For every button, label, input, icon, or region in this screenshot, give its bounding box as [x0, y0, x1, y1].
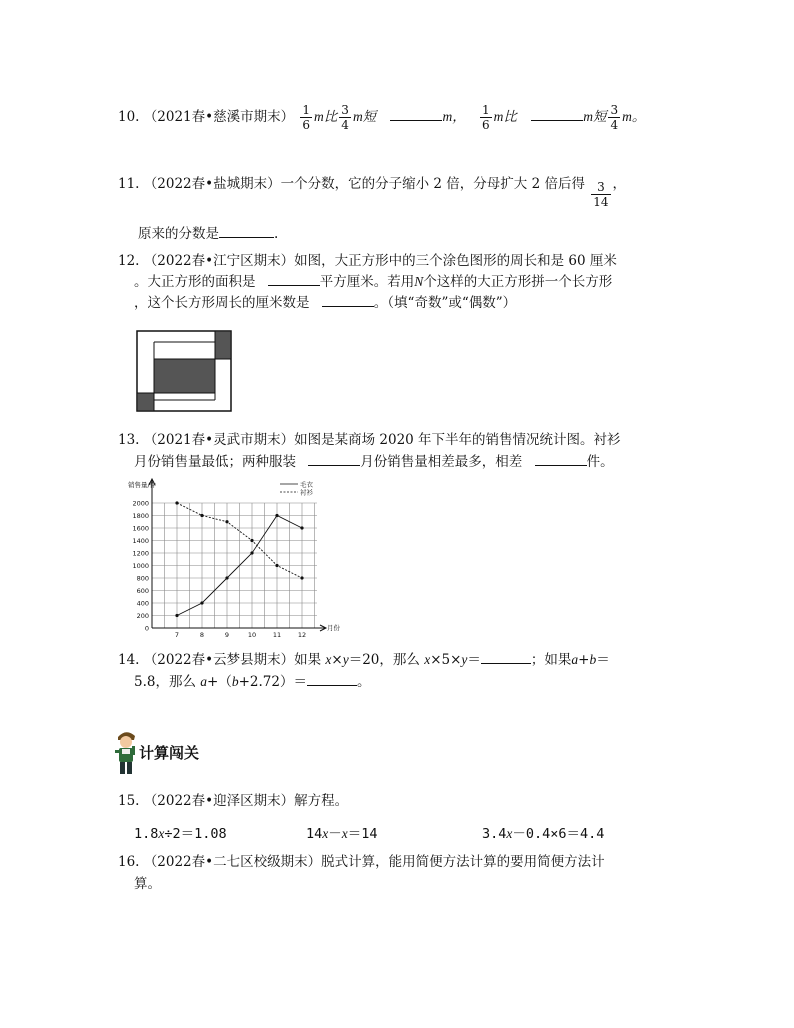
answer-blank[interactable] [535, 451, 587, 466]
legend-label-1: 毛衣 [300, 480, 313, 489]
series-1-point [225, 576, 228, 579]
fraction: $\frac{3}{4}$ [610, 103, 619, 132]
y-tick-label: 400 [136, 599, 149, 608]
shaded-top-right-strip [215, 331, 231, 359]
question-12: 12. （2022春•江宁区期末）如图，大正方形中的三个涂色图形的周长和是 60 厘米 [118, 253, 617, 269]
legend-label-2: 衬衫 [300, 488, 313, 497]
answer-blank[interactable] [307, 671, 357, 686]
question-number: 10. [118, 109, 140, 125]
question-12-line3: ，这个长方形周长的厘米数是 。（填“奇数”或“偶数”） [134, 292, 516, 314]
answer-blank[interactable] [531, 106, 583, 121]
y-tick-label: 1200 [132, 549, 149, 558]
x-tick-label: 9 [224, 631, 230, 638]
question-number: 16. [118, 854, 140, 870]
question-16: 16. （2022春•二七区校级期末）脱式计算，能用简便方法计算的要用简便方法计 [118, 854, 605, 870]
question-text: （2022春•盐城期末）一个分数，它的分子缩小 2 倍，分母扩大 2 倍后得 [143, 176, 585, 192]
series-2-point [200, 514, 203, 517]
question-number: 11. [118, 176, 140, 192]
question-11-line2: 原来的分数是 . [138, 223, 278, 245]
series-2-point [275, 564, 278, 567]
question-14-line2: 5.8，那么 a+（b+2.72）＝ 。 [134, 671, 370, 693]
x-tick-label: 12 [297, 631, 307, 638]
series-1-point [175, 614, 178, 617]
fraction: $\frac{3}{14}$ [593, 180, 609, 209]
series-2-point [175, 501, 178, 504]
y-tick-label: 1400 [132, 537, 149, 545]
question-15: 15. （2022春•迎泽区期末）解方程。 [118, 793, 349, 809]
question-14: 14. （2022春•云梦县期末）如果 x×y＝20，那么 x×5×y＝ ；如果a+b＝ [118, 649, 610, 671]
x-tick-label: 7 [174, 631, 180, 638]
mascot-icon [113, 728, 139, 776]
question-12-line2: 。大正方形的面积是 平方厘米。若用N个这样的大正方形拼一个长方形 [134, 271, 612, 293]
answer-blank[interactable] [308, 451, 360, 466]
question-number: 13. [118, 432, 140, 448]
answer-blank[interactable] [322, 292, 374, 307]
series-1-point [200, 601, 203, 604]
question-11: 11. （2022春•盐城期末）一个分数，它的分子缩小 2 倍，分母扩大 2 倍后得 $\frac{3}{14}$ ， [118, 176, 627, 209]
series-2-point [250, 539, 253, 542]
y-tick-label: 600 [136, 587, 149, 595]
y-axis-label: 销售量/件 [128, 481, 157, 489]
fraction: $\frac{1}{6}$ [482, 103, 490, 132]
question-number: 14. [118, 652, 140, 668]
question-10: 10. （2021春•慈溪市期末） $\frac{1}{6}$ m比 $\frac{3}{4}$ m短 m， $\frac{1}{6}$ m比 m短 $\frac{3}{4}$ m。 [118, 103, 646, 132]
question-number: 12. [118, 253, 140, 269]
question-13: 13. （2021春•灵武市期末）如图是某商场 2020 年下半年的销售情况统计图。衬衫 [118, 432, 621, 448]
y-tick-label: 1800 [132, 512, 149, 520]
equation-3: 3.4x－0.4×6＝4.4 [482, 826, 605, 842]
answer-blank[interactable] [219, 223, 274, 238]
series-1-point [275, 514, 278, 517]
series-2-point [225, 520, 228, 523]
question-16-line2: 算。 [134, 876, 161, 892]
y-tick-label: 800 [136, 574, 149, 583]
square-figure [136, 330, 232, 412]
y-tick-label: 1000 [132, 562, 149, 570]
series-1-point [250, 551, 253, 554]
answer-blank[interactable] [268, 271, 320, 286]
equation-2: 14x－x＝14 [306, 826, 378, 842]
section-title: 计算闯关 [139, 744, 200, 762]
sales-line-chart [128, 476, 348, 638]
x-tick-label: 11 [272, 631, 282, 638]
y-tick-label: 0 [144, 624, 149, 633]
y-tick-label: 200 [136, 612, 149, 620]
question-13-line2: 月份销售量最低；两种服装 月份销售量相差最多，相差 件。 [134, 451, 614, 473]
question-number: 15. [118, 793, 140, 809]
fraction: $\frac{1}{6}$ [302, 103, 311, 132]
shaded-center-rect [154, 359, 215, 393]
fraction: $\frac{3}{4}$ [341, 103, 349, 132]
series-1-point [300, 526, 303, 529]
series-2-point [300, 576, 303, 579]
x-tick-label: 8 [199, 631, 205, 638]
shaded-bottom-left-strip [137, 393, 154, 411]
x-axis-label: 月份 [327, 624, 340, 632]
equation-1: 1.8x÷2＝1.08 [134, 826, 227, 842]
y-tick-label: 1600 [132, 524, 149, 533]
answer-blank[interactable] [390, 106, 442, 121]
y-tick-label: 2000 [132, 499, 149, 508]
question-source: （2021春•慈溪市期末） [143, 109, 295, 125]
answer-blank[interactable] [481, 649, 531, 664]
x-tick-label: 10 [247, 631, 257, 638]
